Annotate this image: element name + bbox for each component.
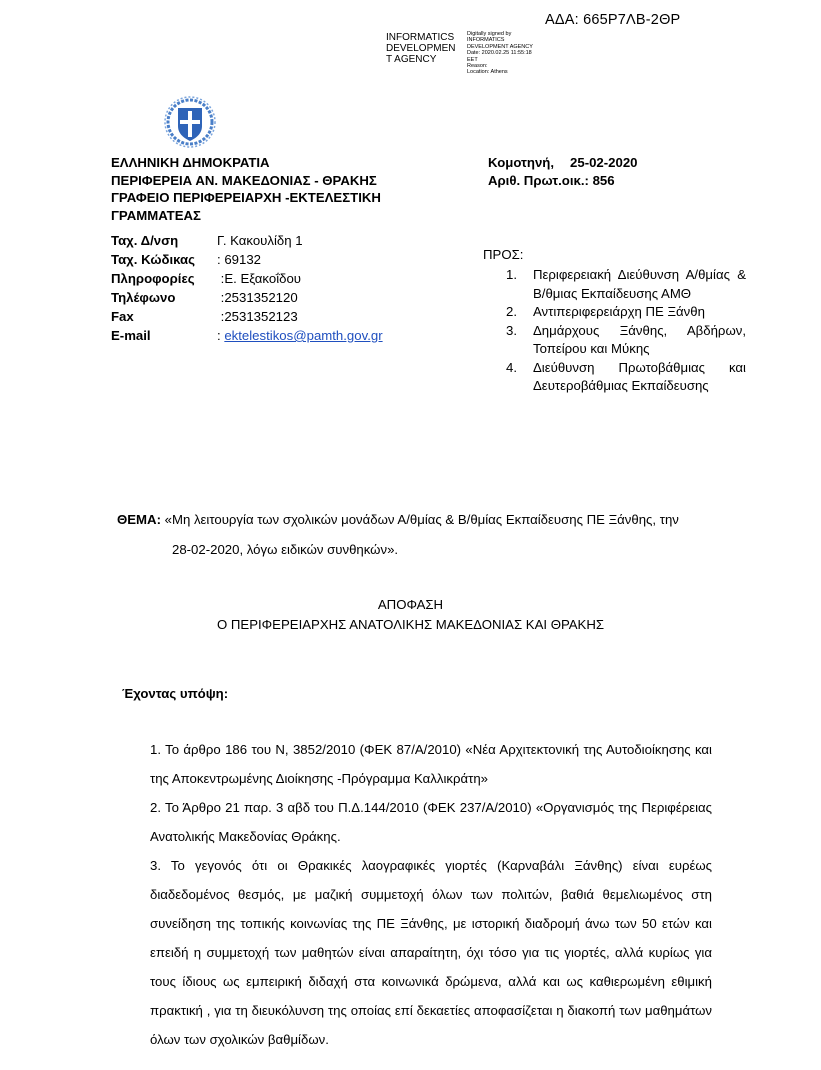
- recipients-list: [506, 266, 746, 396]
- recipient-item: [506, 322, 746, 359]
- issuer-line: ΕΛΛΗΝΙΚΗ ΔΗΜΟΚΡΑΤΙΑ: [111, 155, 270, 170]
- decision-title: ΑΠΟΦΑΣΗ: [377, 597, 444, 612]
- signature-org-line: INFORMATICS: [386, 32, 455, 43]
- signature-detail-line: Reason:: [467, 63, 488, 70]
- contact-block: [111, 231, 383, 345]
- contact-label: Fax: [111, 309, 134, 324]
- signature-detail-line: Date: 2020.02.25 11:55:18: [467, 50, 532, 57]
- recipient-text: Αντιπεριφερειάρχη ΠΕ Ξάνθη: [533, 304, 705, 319]
- contact-row-postcode: [111, 250, 383, 269]
- subject-line-2: 28-02-2020, λόγω ειδικών συνθηκών».: [172, 542, 399, 557]
- recipient-item: [506, 359, 746, 396]
- contact-label: E-mail: [111, 328, 151, 343]
- contact-value: :2531352123: [217, 309, 298, 324]
- signature-detail-line: Digitally signed by: [467, 31, 512, 37]
- subject-label: ΘΕΜΑ:: [117, 512, 161, 527]
- contact-value: :2531352120: [217, 290, 298, 305]
- document-date: 25-02-2020: [570, 155, 638, 170]
- recipient-text: Διεύθυνση Πρωτοβάθμιας και Δευτεροβάθμιας Εκπαίδευσης: [533, 359, 746, 393]
- signature-org-line: T AGENCY: [386, 54, 437, 65]
- recipient-number: 4.: [506, 359, 517, 375]
- email-link[interactable]: ektelestikos@pamth.gov.gr: [224, 328, 383, 343]
- signature-detail-line: DEVELOPMENT AGENCY: [467, 43, 533, 50]
- recipient-item: [506, 303, 746, 322]
- signature-organization: [386, 32, 466, 65]
- signature-detail-line: INFORMATICS: [467, 37, 505, 44]
- given-heading: Έχοντας υπόψη:: [122, 686, 229, 701]
- contact-row-phone: [111, 288, 383, 307]
- date-protocol-block: [488, 154, 688, 189]
- recipient-text: Περιφερειακή Διεύθυνση Α/θμίας & Β/θμιας Εκπαίδευσης ΑΜΘ: [533, 267, 746, 301]
- subject-block: [117, 505, 717, 565]
- signature-org-line: DEVELOPMEN: [386, 43, 456, 54]
- clauses-list: [150, 735, 712, 1054]
- clause-3: 3. Το γεγονός ότι οι Θρακικές λαογραφικές γιορτές (Καρναβάλι Ξάνθης) είναι ευρέως διαδεδομένος θεσμός, με μαζική συμμετοχή όλων των πολιτών, βαθιά θεμελιωμένος στη συνείδηση της τοπικής κοινωνίας της ΠΕ Ξάνθης, με ιστορική διαδρομή άνω των 50 ετών και επειδή η συμμετοχή των μαθητών είναι απαραίτητη, όχι τόσο για τις γιορτές, αλλά κυρίως για τους ίδιους ως εμπειρική διδαχή στα κοινωνικά δρώμενα, αλλά και ως καθιερωμένη εθιμική πρακτική , για τη διευκόλυνση της οποίας επί δεκαετίες αποφασίζεται η διακοπή των μαθημάτων όλων των σχολικών βαθμίδων.: [150, 858, 712, 1047]
- contact-row-email: [111, 326, 383, 345]
- contact-label: Ταχ. Κώδικας: [111, 252, 196, 267]
- decision-heading: [0, 595, 821, 635]
- contact-row-info: [111, 269, 383, 288]
- recipient-item: [506, 266, 746, 303]
- contact-value: [217, 326, 383, 345]
- clause-2: 2. Το Άρθρο 21 παρ. 3 αβδ του Π.Δ.144/2010 (ΦΕΚ 237/Α/2010) «Οργανισμός της Περιφέρειας Ανατολικής Μακεδονίας Θράκης.: [150, 800, 712, 844]
- contact-row-address: [111, 231, 383, 250]
- decision-subtitle: Ο ΠΕΡΙΦΕΡΕΙΑΡΧΗΣ ΑΝΑΤΟΛΙΚΗΣ ΜΑΚΕΔΟΝΙΑΣ ΚΑΙ ΘΡΑΚΗΣ: [216, 617, 605, 632]
- subject-text: «Μη λειτουργία των σχολικών μονάδων Α/θμίας & Β/θμίας Εκπαίδευσης ΠΕ Ξάνθης, την: [164, 512, 679, 527]
- issuer-line: ΠΕΡΙΦΕΡΕΙΑ ΑΝ. ΜΑΚΕΔΟΝΙΑΣ - ΘΡΑΚΗΣ: [111, 172, 377, 188]
- recipients-label: ΠΡΟΣ:: [483, 247, 524, 262]
- signature-detail-line: EET: [467, 56, 478, 63]
- signature-detail-line: Location: Athens: [467, 69, 508, 76]
- place-date: [488, 154, 688, 172]
- contact-row-fax: [111, 307, 383, 326]
- signature-details: [467, 31, 557, 76]
- recipient-text: Δημάρχους Ξάνθης, Αβδήρων, Τοπείρου και Μύκης: [533, 322, 746, 356]
- recipient-number: 1.: [506, 267, 517, 282]
- contact-label: Ταχ. Δ/νση: [111, 233, 179, 248]
- ada-code: ΑΔΑ: 665Ρ7ΛΒ-2ΘΡ: [545, 12, 681, 28]
- contact-label: Πληροφορίες: [111, 271, 195, 286]
- greek-coat-of-arms-icon: [164, 96, 216, 148]
- city: Κομοτηνή,: [488, 155, 555, 170]
- recipient-number: 2.: [506, 304, 517, 319]
- subject-line-1: [117, 505, 717, 535]
- email-prefix: :: [217, 328, 225, 343]
- contact-label: Τηλέφωνο: [111, 290, 176, 305]
- contact-value: : 69132: [217, 252, 261, 267]
- recipient-number: 3.: [506, 322, 517, 338]
- issuer-block: [111, 154, 411, 224]
- contact-value: :Ε. Εξακοΐδου: [217, 271, 302, 286]
- protocol-number: Αριθ. Πρωτ.οικ.: 856: [488, 172, 615, 188]
- contact-value: Γ. Κακουλίδη 1: [217, 233, 303, 248]
- clause-1: 1. Το άρθρο 186 του Ν, 3852/2010 (ΦΕΚ 87/Α/2010) «Νέα Αρχιτεκτονική της Αυτοδιοίκησης και της Αποκεντρωμένης Διοίκησης -Πρόγραμμα Καλλικράτη»: [150, 742, 712, 786]
- issuer-line: ΓΡΑΜΜΑΤΕΑΣ: [111, 207, 201, 223]
- issuer-line: ΓΡΑΦΕΙΟ ΠΕΡΙΦΕΡΕΙΑΡΧΗ -ΕΚΤΕΛΕΣΤΙΚΗ: [111, 190, 381, 205]
